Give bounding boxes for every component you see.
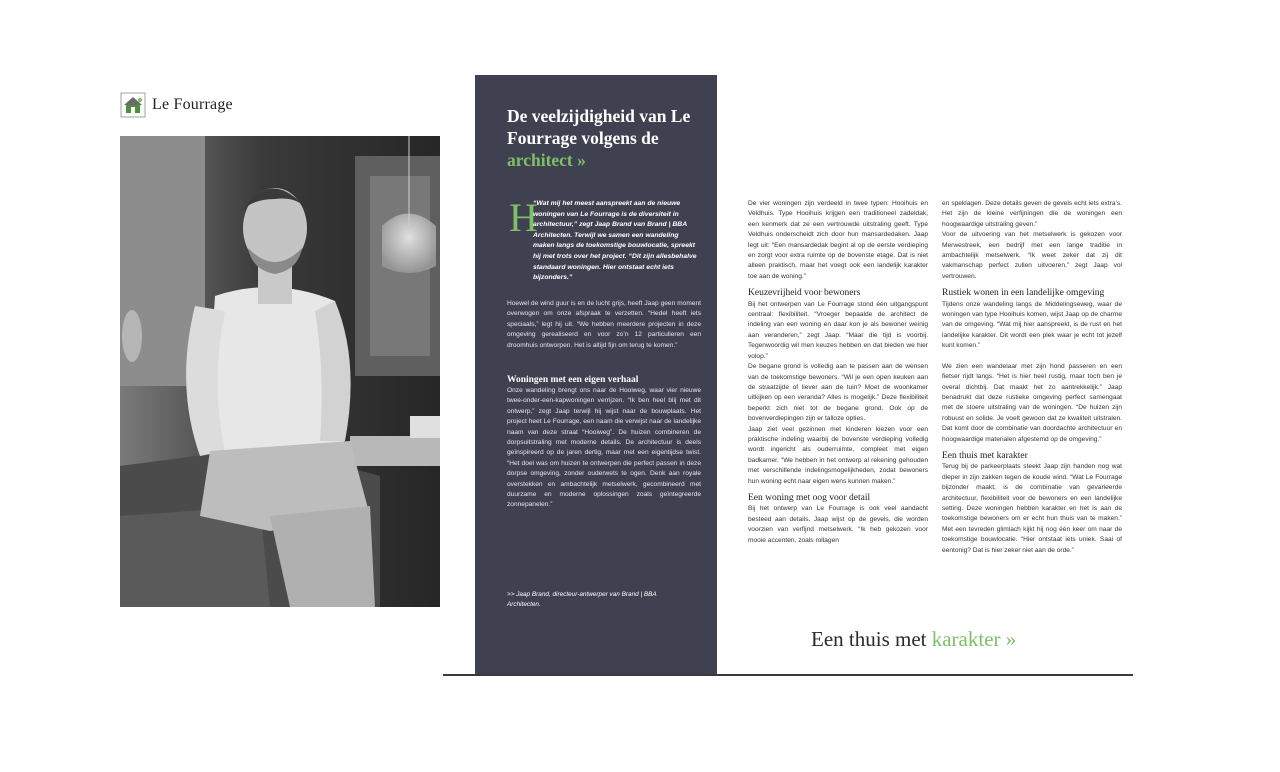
photo-caption: >> Jaap Brand, directeur-antwerper van Brand | BBA Architecten. <box>507 591 657 609</box>
footer-headline-text: Een thuis met <box>811 627 932 651</box>
article-title <box>507 105 707 171</box>
title-arrow-icon: » <box>577 150 586 170</box>
footer-headline <box>811 627 1016 652</box>
paragraph: Voor de uitvoering van het metselwerk is gekozen voor Merwestreek, een bedrijf met een lange traditie in ambachtelijk metselwerk. “Ik weet zeker dat zij dit vakmanschap perfect zullen uitvoeren,” zegt Jaap vol vertrouwen. <box>942 231 1122 280</box>
paragraph: We zien een wandelaar met zijn hond passeren en een fietser rijdt langs. “Het is hier heel rustig, maar toch ben je overal dichtbij. Dat maakt het zo aantrekkelijk.” Jaap benadrukt dat deze rustieke omgeving perfect samengaat met de stoere uitstraling van de woningen. “De huizen zijn robuust en solide. Je voelt gewoon dat ze kwaliteit uitstralen. Dat komt door de combinatie van doordachte architectuur en hoogwaardige materialen afgestemd op de omgeving.” <box>942 362 1122 443</box>
section-heading: Woningen met een eigen verhaal <box>507 375 639 385</box>
footer-arrow-icon: » <box>1005 627 1017 651</box>
section-paragraph: Onze wandeling brengt ons naar de Hooiweg, waar vier nieuwe twee-onder-een-kapwoningen verrijzen. “Ik ben heel blij met dit ontwerp,” zegt Jaap terwijl hij wijst naar de bouwplaats. Het project heet Le Fourrage, een naam die verwijst naar de landelijke naam van deze straat “Hooiweg”. De huizen combineren de dorpsuitstraling met moderne details. De architectuur is deels geïnspireerd op de jaren dertig, maar met een eigentijdse twist. “Het doel was om huizen te ontwerpen die perfect passen in deze dorpse omgeving, zonder ouderwets te ogen. Denk aan royale overstekken en ambachtelijk metselwerk, gecombineerd met duurzame en moderne oplossingen zoals geïntegreerde zonnepanelen.” <box>507 387 701 509</box>
paragraph: Terug bij de parkeerplaats steekt Jaap zijn handen nog wat dieper in zijn zakken tegen de koude wind. “Wat Le Fourrage bijzonder maakt, is de combinatie van gevarieerde architectuur, flexibiliteit voor de bewoners en een landelijke setting. Deze woningen hebben karakter en het is aan de toekomstige bewoners om er echt hun thuis van te maken.” Met een tevreden glimlach kijkt hij nog één keer om naar de toekomstige bouwlocatie. “Hier ontstaat iets uniek. Saai of eentonig? Dat is hier zeker niet aan de orde.” <box>942 463 1122 554</box>
drop-cap: H <box>509 195 538 240</box>
subheading: Keuzevrijheid voor bewoners <box>748 288 861 299</box>
paragraph: Jaap ziet veel gezinnen met kinderen kiezen voor een praktische indeling waarbij de bovenste verdieping volledig wordt ingericht als ouderruimte, compleet met eigen badkamer. “We hebben in het ontwerp al rekening gehouden met verschillende indelingsmogelijkheden, zodat bewoners hun woning echt naar eigen wens kunnen maken.” <box>748 425 928 485</box>
intro-paragraph: Hoewel de wind guur is en de lucht grijs, heeft Jaap geen moment overwogen om onze afspraak te verzetten. “Hedel heeft iets speciaals,” legt hij uit. “We hebben meerdere projecten in deze omgeving gerealiseerd en voor zo’n 12 particulieren een droomhuis ontworpen. Het is altijd fijn om terug te komen.” <box>507 300 701 349</box>
divider-line <box>443 674 1133 676</box>
article-title-accent: architect <box>507 150 573 170</box>
footer-headline-accent: karakter <box>931 627 1001 651</box>
architect-portrait-photo <box>120 136 440 607</box>
paragraph: Bij het ontwerpen van Le Fourrage stond één uitgangspunt centraal: flexibiliteit. “Vroeger bepaalde de architect de indeling van een woning en daar kon je als bewoner weinig aan veranderen,” zegt Jaap. “Maar die tijd is voorbij. Tegenwoordig wil men keuzes hebben en dat bieden we hier volop.” <box>748 300 928 360</box>
intro-panel <box>475 75 717 675</box>
paragraph: Bij het ontwerp van Le Fourrage is ook veel aandacht besteed aan details. Jaap wijst op de gevels, die worden voorzien van verfijnd metselwerk. “Ik heb gekozen voor mooie accenten, zoals rollagen <box>748 505 928 544</box>
article-column-1 <box>748 199 928 546</box>
subheading: Een woning met oog voor detail <box>748 492 871 503</box>
house-logo-icon <box>120 92 146 118</box>
portrait-illustration <box>120 136 440 607</box>
lead-quote: “Wat mij het meest aanspreekt aan de nieuwe woningen van Le Fourrage is de diversiteit in architectuur,” zegt Jaap Brand van Brand | BBA Architecten. Terwijl we samen een wandeling maken langs de toekomstige bouwlocatie, spreekt hij met trots over het project. “Dit zijn allesbehalve standaard woningen. Hier ontstaat echt iets bijzonders.” <box>533 200 697 282</box>
article-column-2 <box>942 199 1122 556</box>
paragraph: Tijdens onze wandeling langs de Middelingseweg, waar de woningen van type Hooihuis komen, wijst Jaap op de charme van de omgeving. “Wat mij hier aanspreekt, is de rust en het landelijke karakter. Dit wordt een plek waar je echt tot jezelf kunt komen.” <box>942 300 1122 350</box>
subheading: Rustiek wonen in een landelijke omgeving <box>942 288 1105 299</box>
paragraph: De begane grond is volledig aan te passen aan de wensen van de toekomstige bewoners. “Wil je een open keuken aan de straatzijde of liever aan de tuin? Moet de woonkamer uitkijken op een veranda? Alles is mogelijk.” Deze flexibiliteit beperkt zich niet tot de begane grond. Ook op de bovenverdiepingen zijn er talloze opties. <box>748 363 928 423</box>
brand-logo <box>120 92 233 118</box>
paragraph: De vier woningen zijn verdeeld in twee typen: Hooihuis en Veldhuis. Type Hooihuis krijgen een traditioneel zadeldak, een kenmerk dat ze een vertrouwde uitstraling geeft. Type Veldhuis onderscheidt zich door hun mansardedaken. Jaap legt uit: “Een mansardedak begint al op de eerste verdieping en zorgt voor extra ruimte op de bovenste etage. Dat is niet alleen praktisch, maar het voegt ook een landelijk karakter toe aan de woning.” <box>748 200 928 280</box>
brand-name: Le Fourrage <box>152 96 233 113</box>
paragraph: en speklagen. Deze details geven de gevels echt iets extra’s. Het zijn de kleine verfijningen die de woningen een hoogwaardige uitstraling geven.” <box>942 200 1122 228</box>
article-title-text: De veelzijdigheid van Le Fourrage volgens de <box>507 106 691 148</box>
subheading: Een thuis met karakter <box>942 450 1028 461</box>
paragraph-gap <box>942 352 1122 362</box>
